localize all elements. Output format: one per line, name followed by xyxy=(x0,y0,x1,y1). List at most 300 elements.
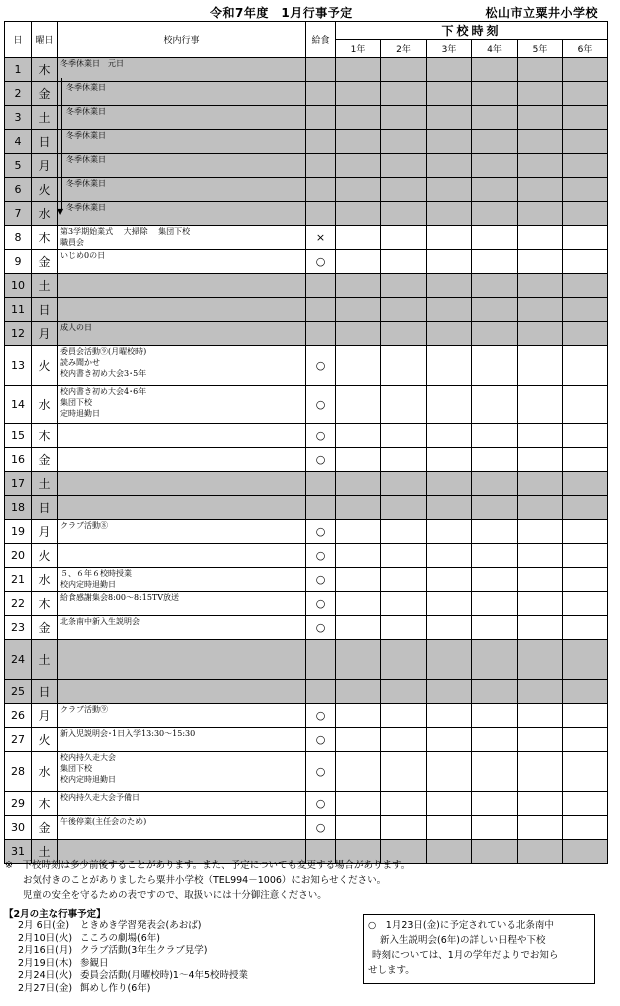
dismissal-time-cell xyxy=(336,130,381,154)
weekday-cell: 日 xyxy=(32,298,58,322)
dismissal-time-cell xyxy=(336,472,381,496)
dismissal-time-cell xyxy=(336,544,381,568)
meal-cell xyxy=(306,82,336,106)
dismissal-time-cell xyxy=(563,106,608,130)
dismissal-time-cell xyxy=(472,250,518,274)
dismissal-time-cell xyxy=(381,544,427,568)
dismissal-time-cell xyxy=(563,640,608,680)
dismissal-time-cell xyxy=(563,202,608,226)
event-text: いじめ0の日 xyxy=(60,251,106,260)
dismissal-time-cell xyxy=(381,322,427,346)
dismissal-time-cell xyxy=(518,250,563,274)
dismissal-time-cell xyxy=(518,568,563,592)
dismissal-time-cell xyxy=(427,58,472,82)
dismissal-time-cell xyxy=(563,226,608,250)
dismissal-time-cell xyxy=(563,154,608,178)
dismissal-time-cell xyxy=(336,322,381,346)
dismissal-time-cell xyxy=(563,752,608,792)
event-text: 冬季休業日 xyxy=(66,107,106,116)
weekday-cell: 金 xyxy=(32,616,58,640)
dismissal-time-cell xyxy=(472,704,518,728)
events-cell xyxy=(58,816,306,840)
meal-cell xyxy=(306,274,336,298)
dismissal-time-cell xyxy=(518,680,563,704)
table-row xyxy=(5,616,608,640)
february-item-text: ときめき学習発表会(あおば) xyxy=(80,920,202,931)
page-title: 令和7年度 1月行事予定 xyxy=(210,6,353,20)
events-cell xyxy=(58,728,306,752)
dismissal-time-cell xyxy=(381,816,427,840)
weekday-cell: 月 xyxy=(32,154,58,178)
dismissal-time-cell xyxy=(336,616,381,640)
dismissal-time-cell xyxy=(518,386,563,424)
dismissal-time-cell xyxy=(381,496,427,520)
meal-cell xyxy=(306,322,336,346)
meal-cell: ○ xyxy=(306,792,336,816)
meal-cell: ○ xyxy=(306,346,336,386)
meal-cell xyxy=(306,202,336,226)
dismissal-time-cell xyxy=(563,568,608,592)
dismissal-time-cell xyxy=(472,816,518,840)
notice-line-1: ○ 1月23日(金)に予定されている北条南中 xyxy=(368,920,554,931)
table-row xyxy=(5,680,608,704)
weekday-cell: 土 xyxy=(32,640,58,680)
events-cell xyxy=(58,202,306,226)
events-cell xyxy=(58,448,306,472)
event-text: 冬季休業日 xyxy=(66,131,106,140)
dismissal-time-cell xyxy=(427,520,472,544)
dismissal-time-cell xyxy=(336,154,381,178)
event-text: 冬季休業日 xyxy=(66,155,106,164)
weekday-cell: 水 xyxy=(32,752,58,792)
dismissal-time-cell xyxy=(336,226,381,250)
dismissal-time-cell xyxy=(427,178,472,202)
dismissal-time-cell xyxy=(518,130,563,154)
weekday-cell: 月 xyxy=(32,322,58,346)
dismissal-time-cell xyxy=(336,520,381,544)
dismissal-time-cell xyxy=(518,424,563,448)
day-cell: 30 xyxy=(5,816,32,840)
table-row xyxy=(5,58,608,82)
day-cell: 23 xyxy=(5,616,32,640)
event-text: 新入児説明会･1日入学13:30～15:30 xyxy=(60,729,196,738)
event-text: 北条南中新入生説明会 xyxy=(60,617,140,626)
day-cell: 27 xyxy=(5,728,32,752)
february-heading: 【2月の主な行事予定】 xyxy=(4,909,106,920)
weekday-cell: 火 xyxy=(32,728,58,752)
dismissal-time-cell xyxy=(427,728,472,752)
dismissal-time-cell xyxy=(381,592,427,616)
events-cell xyxy=(58,496,306,520)
event-text: 冬季休業日 xyxy=(66,179,106,188)
february-item xyxy=(18,933,248,946)
dismissal-time-cell xyxy=(518,448,563,472)
dismissal-time-cell xyxy=(381,520,427,544)
weekday-cell: 金 xyxy=(32,250,58,274)
events-cell xyxy=(58,640,306,680)
dismissal-time-cell xyxy=(427,298,472,322)
dismissal-time-cell xyxy=(336,568,381,592)
table-row xyxy=(5,250,608,274)
dismissal-time-cell xyxy=(518,346,563,386)
dismissal-time-cell xyxy=(472,82,518,106)
dismissal-time-cell xyxy=(563,322,608,346)
day-cell: 9 xyxy=(5,250,32,274)
event-text: 集団下校 xyxy=(60,764,92,773)
dismissal-time-cell xyxy=(518,792,563,816)
event-text: 校内持久走大会 xyxy=(60,753,116,762)
dismissal-time-cell xyxy=(381,154,427,178)
dismissal-time-cell xyxy=(427,792,472,816)
events-cell xyxy=(58,298,306,322)
event-text: 委員会活動⑨(月曜校時) xyxy=(60,347,147,356)
dismissal-time-cell xyxy=(427,816,472,840)
day-cell: 1 xyxy=(5,58,32,82)
day-cell: 11 xyxy=(5,298,32,322)
weekday-cell: 木 xyxy=(32,592,58,616)
table-row xyxy=(5,226,608,250)
dismissal-time-cell xyxy=(381,728,427,752)
event-text: 冬季休業日 元日 xyxy=(60,59,124,68)
weekday-cell: 木 xyxy=(32,424,58,448)
meal-cell xyxy=(306,178,336,202)
dismissal-time-cell xyxy=(518,154,563,178)
dismissal-time-cell xyxy=(381,752,427,792)
schedule-table xyxy=(4,21,608,864)
table-row xyxy=(5,106,608,130)
dismissal-time-cell xyxy=(381,106,427,130)
dismissal-time-cell xyxy=(563,792,608,816)
event-text: 校内書き初め大会3･5年 xyxy=(60,369,147,378)
dismissal-time-cell xyxy=(472,106,518,130)
col-header-events: 校内行事 xyxy=(58,22,306,58)
dismissal-time-cell xyxy=(518,616,563,640)
table-row xyxy=(5,520,608,544)
note-line-2: お気付きのことがありましたら粟井小学校（TEL994－1006）にお知らせください。 xyxy=(23,875,387,886)
dismissal-time-cell xyxy=(518,728,563,752)
events-cell xyxy=(58,520,306,544)
dismissal-time-cell xyxy=(563,592,608,616)
february-item-text: 委員会活動(月曜校時)1～4年5校時授業 xyxy=(80,970,249,982)
meal-cell: ○ xyxy=(306,752,336,792)
weekday-cell: 水 xyxy=(32,386,58,424)
day-cell: 2 xyxy=(5,82,32,106)
february-item-date: 2月16日(月) xyxy=(18,945,73,957)
events-cell xyxy=(58,680,306,704)
dismissal-time-cell xyxy=(518,58,563,82)
dismissal-time-cell xyxy=(427,250,472,274)
day-cell: 14 xyxy=(5,386,32,424)
holiday-range-arrow xyxy=(61,78,62,209)
events-cell xyxy=(58,322,306,346)
dismissal-time-cell xyxy=(472,640,518,680)
dismissal-time-cell xyxy=(381,568,427,592)
meal-cell xyxy=(306,680,336,704)
arrow-down-icon: ▼ xyxy=(57,207,64,216)
events-cell xyxy=(58,178,306,202)
dismissal-time-cell xyxy=(518,592,563,616)
col-header-grade: 5年 xyxy=(518,40,563,58)
dismissal-time-cell xyxy=(336,386,381,424)
dismissal-time-cell xyxy=(472,322,518,346)
day-cell: 19 xyxy=(5,520,32,544)
day-cell: 16 xyxy=(5,448,32,472)
note-line-1: 下校時刻は多少前後することがあります。また、予定についても変更する場合があります。 xyxy=(22,860,411,871)
meal-cell: ○ xyxy=(306,448,336,472)
day-cell: 13 xyxy=(5,346,32,386)
dismissal-time-cell xyxy=(381,178,427,202)
table-row xyxy=(5,386,608,424)
february-item-date: 2月10日(火) xyxy=(18,932,73,944)
col-header-day: 日 xyxy=(5,22,32,58)
table-row xyxy=(5,178,608,202)
table-row xyxy=(5,274,608,298)
dismissal-time-cell xyxy=(472,752,518,792)
day-cell: 21 xyxy=(5,568,32,592)
dismissal-time-cell xyxy=(518,274,563,298)
weekday-cell: 水 xyxy=(32,568,58,592)
february-item xyxy=(18,983,248,996)
dismissal-time-cell xyxy=(563,298,608,322)
dismissal-time-cell xyxy=(381,202,427,226)
note-mark: ※ xyxy=(5,860,13,871)
day-cell: 26 xyxy=(5,704,32,728)
weekday-cell: 土 xyxy=(32,106,58,130)
events-cell xyxy=(58,472,306,496)
table-row xyxy=(5,568,608,592)
weekday-cell: 火 xyxy=(32,346,58,386)
events-cell xyxy=(58,250,306,274)
dismissal-time-cell xyxy=(518,496,563,520)
dismissal-time-cell xyxy=(336,704,381,728)
dismissal-time-cell xyxy=(427,386,472,424)
events-cell xyxy=(58,544,306,568)
notice-line-2: 新入生説明会(6年)の詳しい日程や下校 xyxy=(380,935,546,946)
dismissal-time-cell xyxy=(563,616,608,640)
day-cell: 7 xyxy=(5,202,32,226)
dismissal-time-cell xyxy=(563,346,608,386)
table-row xyxy=(5,298,608,322)
dismissal-time-cell xyxy=(563,178,608,202)
table-row xyxy=(5,472,608,496)
meal-cell: ○ xyxy=(306,520,336,544)
events-cell xyxy=(58,82,306,106)
dismissal-time-cell xyxy=(336,424,381,448)
dismissal-time-cell xyxy=(336,592,381,616)
dismissal-time-cell xyxy=(427,274,472,298)
event-text: 給食感謝集会8:00～8:15TV放送 xyxy=(60,593,180,602)
dismissal-time-cell xyxy=(336,680,381,704)
dismissal-time-cell xyxy=(472,298,518,322)
weekday-cell: 金 xyxy=(32,816,58,840)
event-text: 校内定時退勤日 xyxy=(60,775,116,784)
weekday-cell: 日 xyxy=(32,496,58,520)
dismissal-time-cell xyxy=(563,250,608,274)
dismissal-time-cell xyxy=(381,82,427,106)
dismissal-time-cell xyxy=(563,520,608,544)
weekday-cell: 土 xyxy=(32,472,58,496)
dismissal-time-cell xyxy=(563,424,608,448)
dismissal-time-cell xyxy=(563,58,608,82)
dismissal-time-cell xyxy=(563,274,608,298)
note-line-3: 児童の安全を守るための表ですので、取扱いには十分御注意ください。 xyxy=(23,890,327,901)
dismissal-time-cell xyxy=(381,704,427,728)
table-row xyxy=(5,496,608,520)
dismissal-time-cell xyxy=(427,424,472,448)
meal-cell: ○ xyxy=(306,592,336,616)
weekday-cell: 金 xyxy=(32,448,58,472)
notice-box xyxy=(363,914,595,984)
notice-line-3: 時刻については、1月の学年だよりでお知ら xyxy=(372,950,559,961)
dismissal-time-cell xyxy=(427,544,472,568)
col-header-grade: 4年 xyxy=(472,40,518,58)
events-cell xyxy=(58,226,306,250)
meal-cell: ○ xyxy=(306,386,336,424)
event-text: 読み聞かせ xyxy=(60,358,100,367)
dismissal-time-cell xyxy=(472,544,518,568)
day-cell: 10 xyxy=(5,274,32,298)
dismissal-time-cell xyxy=(381,130,427,154)
dismissal-time-cell xyxy=(472,448,518,472)
dismissal-time-cell xyxy=(336,106,381,130)
events-cell xyxy=(58,704,306,728)
dismissal-time-cell xyxy=(518,226,563,250)
weekday-cell: 日 xyxy=(32,130,58,154)
meal-cell xyxy=(306,640,336,680)
dismissal-time-cell xyxy=(336,448,381,472)
dismissal-time-cell xyxy=(427,322,472,346)
day-cell: 17 xyxy=(5,472,32,496)
dismissal-time-cell xyxy=(381,680,427,704)
dismissal-time-cell xyxy=(518,472,563,496)
dismissal-time-cell xyxy=(563,728,608,752)
day-cell: 8 xyxy=(5,226,32,250)
february-item-date: 2月 6日(金) xyxy=(18,920,70,931)
table-row xyxy=(5,728,608,752)
weekday-cell: 木 xyxy=(32,58,58,82)
dismissal-time-cell xyxy=(563,816,608,840)
dismissal-time-cell xyxy=(518,704,563,728)
dismissal-time-cell xyxy=(427,680,472,704)
meal-cell: ○ xyxy=(306,568,336,592)
dismissal-time-cell xyxy=(381,424,427,448)
dismissal-time-cell xyxy=(472,346,518,386)
day-cell: 20 xyxy=(5,544,32,568)
meal-cell: ○ xyxy=(306,250,336,274)
february-item xyxy=(18,945,248,958)
dismissal-time-cell xyxy=(472,520,518,544)
february-item xyxy=(18,920,248,933)
dismissal-time-cell xyxy=(472,592,518,616)
dismissal-time-cell xyxy=(427,154,472,178)
meal-cell xyxy=(306,472,336,496)
dismissal-time-cell xyxy=(381,346,427,386)
dismissal-time-cell xyxy=(563,472,608,496)
dismissal-time-cell xyxy=(427,106,472,130)
day-cell: 15 xyxy=(5,424,32,448)
february-item-date: 2月19日(木) xyxy=(18,957,73,969)
dismissal-time-cell xyxy=(336,202,381,226)
february-item-text: クラブ活動(3年生クラブ見学) xyxy=(80,945,208,957)
weekday-cell: 木 xyxy=(32,226,58,250)
dismissal-time-cell xyxy=(518,640,563,680)
dismissal-time-cell xyxy=(518,298,563,322)
dismissal-time-cell xyxy=(427,640,472,680)
event-text: 校内定時退勤日 xyxy=(60,580,116,589)
col-header-grade: 1年 xyxy=(336,40,381,58)
dismissal-time-cell xyxy=(427,616,472,640)
weekday-cell: 火 xyxy=(32,178,58,202)
dismissal-time-cell xyxy=(472,728,518,752)
february-item-text: 参観日 xyxy=(80,957,109,969)
day-cell: 28 xyxy=(5,752,32,792)
dismissal-time-cell xyxy=(472,568,518,592)
weekday-cell: 日 xyxy=(32,680,58,704)
dismissal-time-cell xyxy=(518,178,563,202)
dismissal-time-cell xyxy=(427,346,472,386)
event-text: クラブ活動⑧ xyxy=(60,521,108,530)
meal-cell xyxy=(306,298,336,322)
dismissal-time-cell xyxy=(427,568,472,592)
meal-cell xyxy=(306,154,336,178)
events-cell xyxy=(58,274,306,298)
february-item-date: 2月24日(火) xyxy=(18,970,73,982)
meal-cell xyxy=(306,130,336,154)
dismissal-time-cell xyxy=(427,704,472,728)
table-row xyxy=(5,322,608,346)
dismissal-time-cell xyxy=(427,226,472,250)
weekday-cell: 月 xyxy=(32,520,58,544)
dismissal-time-cell xyxy=(381,58,427,82)
dismissal-time-cell xyxy=(427,592,472,616)
day-cell: 29 xyxy=(5,792,32,816)
dismissal-time-cell xyxy=(427,202,472,226)
weekday-cell: 土 xyxy=(32,274,58,298)
dismissal-time-cell xyxy=(563,496,608,520)
table-row xyxy=(5,704,608,728)
event-text: 校内持久走大会予備日 xyxy=(60,793,140,802)
events-cell xyxy=(58,568,306,592)
dismissal-time-cell xyxy=(472,386,518,424)
dismissal-time-cell xyxy=(336,274,381,298)
day-cell: 22 xyxy=(5,592,32,616)
table-row xyxy=(5,424,608,448)
table-row xyxy=(5,202,608,226)
dismissal-time-cell xyxy=(563,386,608,424)
table-row xyxy=(5,792,608,816)
events-cell xyxy=(58,792,306,816)
table-row xyxy=(5,816,608,840)
events-cell xyxy=(58,106,306,130)
day-cell: 31 xyxy=(5,840,32,864)
events-cell xyxy=(58,386,306,424)
dismissal-time-cell xyxy=(518,106,563,130)
dismissal-time-cell xyxy=(381,386,427,424)
meal-cell: ○ xyxy=(306,704,336,728)
dismissal-time-cell xyxy=(336,298,381,322)
event-text: 成人の日 xyxy=(60,323,92,332)
table-row xyxy=(5,130,608,154)
dismissal-time-cell xyxy=(563,704,608,728)
dismissal-time-cell xyxy=(472,226,518,250)
february-list xyxy=(18,920,248,996)
february-item-text: こころの劇場(6年) xyxy=(80,932,160,944)
dismissal-time-cell xyxy=(472,680,518,704)
col-header-grade: 6年 xyxy=(563,40,608,58)
dismissal-time-cell xyxy=(472,792,518,816)
february-item-text: 餌めし作り(6年) xyxy=(80,982,151,994)
meal-cell: ○ xyxy=(306,544,336,568)
